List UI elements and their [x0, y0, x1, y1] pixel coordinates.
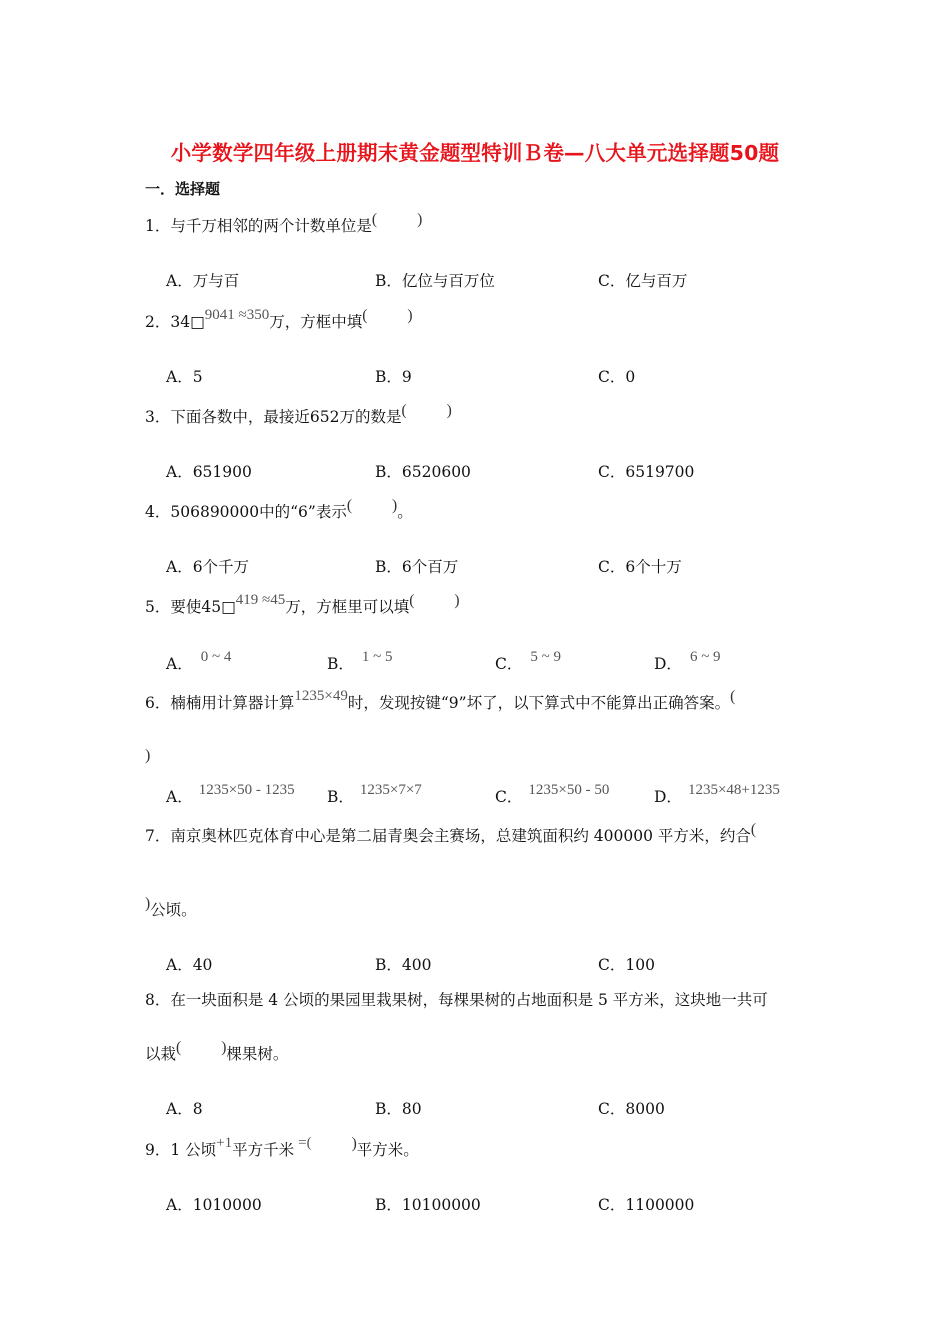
answer-paren-close: ) — [221, 1039, 227, 1056]
q7-option-a[interactable]: A．40 — [166, 956, 213, 974]
question-text: 下面各数中，最接近652万的数是 — [170, 408, 402, 426]
question-6 — [145, 688, 736, 714]
question-4 — [145, 497, 413, 523]
q7-option-c[interactable]: C．100 — [598, 956, 655, 974]
answer-paren-open: ( — [730, 688, 736, 705]
option-label: D． — [654, 655, 682, 673]
q5-option-b[interactable] — [327, 649, 393, 675]
q3-option-c[interactable]: C．6519700 — [598, 463, 695, 481]
option-math: 1235×48+1235 — [687, 782, 780, 798]
question-number: 1． — [145, 217, 171, 235]
question-number: 8． — [145, 991, 171, 1009]
question-number: 4． — [145, 503, 171, 521]
question-text: 楠楠用计算器计算 — [170, 694, 295, 712]
q2-option-c[interactable]: C．0 — [598, 368, 636, 386]
q5-option-a[interactable] — [166, 649, 232, 675]
answer-paren-open: ( — [362, 307, 368, 324]
question-number: 7． — [145, 827, 171, 845]
q9-option-a[interactable]: A．1010000 — [166, 1196, 262, 1214]
question-text: 以栽 — [145, 1045, 177, 1063]
section-heading: 一．选择题 — [145, 180, 221, 198]
option-label: D． — [654, 788, 682, 806]
option-math: 6 ~ 9 — [689, 649, 721, 665]
answer-paren-close: ) — [145, 747, 151, 764]
question-2 — [145, 307, 413, 333]
q4-option-a[interactable]: A．6个千万 — [166, 558, 250, 576]
question-text: 南京奥林匹克体育中心是第二届青奥会主赛场，总建筑面积约 400000 平方米，约合 — [170, 827, 751, 845]
question-5 — [145, 592, 460, 618]
q8-option-b[interactable]: B．80 — [375, 1100, 422, 1118]
q5-option-d[interactable] — [654, 649, 721, 675]
question-7-continued — [145, 895, 197, 921]
option-label: A． — [166, 655, 193, 673]
q8-option-c[interactable]: C．8000 — [598, 1100, 665, 1118]
q5-option-c[interactable] — [495, 649, 561, 675]
question-text: 平方米。 — [356, 1141, 419, 1159]
question-end-punct: 。 — [397, 503, 413, 521]
option-math: 5 ~ 9 — [530, 649, 561, 665]
question-3 — [145, 402, 452, 428]
answer-paren-open: ( — [176, 1039, 182, 1056]
question-8-continued — [145, 1039, 289, 1065]
question-8 — [145, 990, 768, 1010]
question-text: 万，方框里可以填 — [285, 598, 410, 616]
q6-option-b[interactable] — [327, 782, 422, 808]
answer-paren-open: ( — [401, 402, 407, 419]
q3-option-b[interactable]: B．6520600 — [375, 463, 471, 481]
answer-paren-open: ( — [750, 821, 757, 838]
q1-option-a[interactable]: A．万与百 — [166, 272, 240, 290]
math-expression: 419 ≈45 — [235, 592, 286, 608]
question-1 — [145, 211, 423, 237]
question-text: 时，发现按键“9”坏了，以下算式中不能算出正确答案。 — [347, 694, 731, 712]
q1-option-c[interactable]: C．亿与百万 — [598, 272, 688, 290]
q6-option-c[interactable] — [495, 782, 610, 808]
q9-option-b[interactable]: B．10100000 — [375, 1196, 481, 1214]
q9-option-c[interactable]: C．1100000 — [598, 1196, 695, 1214]
q6-option-d[interactable] — [654, 782, 780, 808]
document-title: 小学数学四年级上册期末黄金题型特训Ｂ卷—八大单元选择题50题 — [170, 141, 780, 165]
option-label: C． — [495, 655, 523, 673]
q6-option-a[interactable] — [166, 782, 295, 808]
math-equals-paren: =( — [298, 1135, 312, 1151]
math-expression: 9041 ≈350 — [204, 307, 270, 323]
question-text: 34□ — [170, 313, 205, 331]
question-text: 要使45□ — [170, 598, 236, 616]
question-number: 6． — [145, 694, 171, 712]
question-text: 1 公顷 — [170, 1141, 217, 1159]
answer-paren-close: ) — [351, 1135, 357, 1152]
question-number: 5． — [145, 598, 171, 616]
question-text: 与千万相邻的两个计数单位是 — [170, 217, 372, 235]
answer-paren-close: ) — [417, 211, 423, 228]
answer-paren-close: ) — [407, 307, 413, 324]
option-label: C． — [495, 788, 523, 806]
question-text: 在一块面积是 4 公顷的果园里栽果树，每棵果树的占地面积是 5 平方米，这块地一共可 — [170, 991, 768, 1009]
q7-option-b[interactable]: B．400 — [375, 956, 432, 974]
question-number: 9． — [145, 1141, 171, 1159]
q8-option-a[interactable]: A．8 — [166, 1100, 203, 1118]
math-expression: 1235×49 — [294, 688, 348, 704]
option-label: B． — [327, 655, 354, 673]
answer-paren-close: ) — [392, 497, 398, 514]
answer-paren-open: ( — [409, 592, 415, 609]
q2-option-b[interactable]: B．9 — [375, 368, 412, 386]
option-math: 1235×50 - 1235 — [198, 782, 295, 798]
math-operator: +1 — [216, 1135, 233, 1151]
question-text: 平方千米 — [232, 1141, 295, 1159]
option-label: B． — [327, 788, 354, 806]
answer-paren-close: ) — [446, 402, 452, 419]
question-7 — [145, 821, 757, 847]
option-label: A． — [166, 788, 193, 806]
answer-paren-close: ) — [454, 592, 460, 609]
answer-paren-open: ( — [346, 497, 353, 514]
answer-paren-close: ) — [145, 895, 151, 912]
q2-option-a[interactable]: A．5 — [166, 368, 203, 386]
question-text: 棵果树。 — [226, 1045, 289, 1063]
q4-option-c[interactable]: C．6个十万 — [598, 558, 682, 576]
question-number: 3． — [145, 408, 171, 426]
question-number: 2． — [145, 313, 171, 331]
option-math: 1 ~ 5 — [361, 649, 393, 665]
option-math: 1235×50 - 50 — [528, 782, 610, 798]
question-text: 公顷。 — [150, 901, 197, 919]
option-math: 1235×7×7 — [359, 782, 422, 798]
q4-option-b[interactable]: B．6个百万 — [375, 558, 459, 576]
q3-option-a[interactable]: A．651900 — [166, 463, 252, 481]
option-math: 0 ~ 4 — [200, 649, 232, 665]
question-9 — [145, 1135, 419, 1161]
q1-option-b[interactable]: B．亿位与百万位 — [375, 272, 495, 290]
answer-paren-open: ( — [371, 211, 378, 228]
question-text: 万，方框中填 — [269, 313, 363, 331]
question-text: 506890000中的“6”表示 — [170, 503, 347, 521]
